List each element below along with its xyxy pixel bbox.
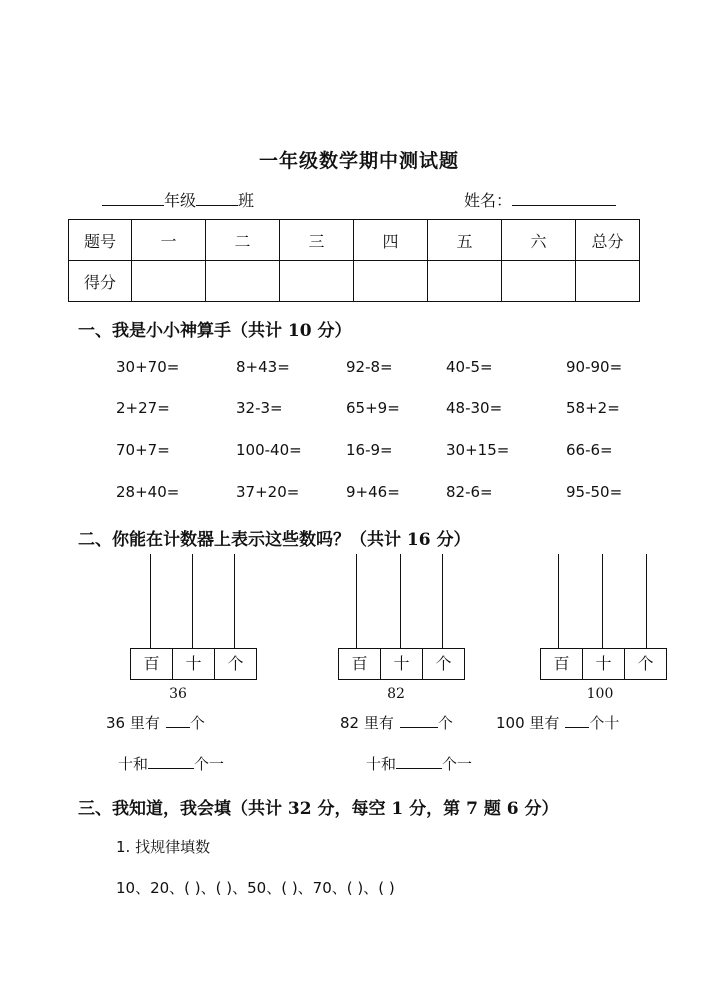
abacus-number: 100: [586, 686, 614, 702]
answer-blank[interactable]: [565, 713, 589, 728]
answer-blank[interactable]: [400, 713, 438, 728]
place-label-tens: 十: [583, 649, 625, 679]
problem: 65+9=: [346, 399, 400, 417]
problem: 30+70=: [116, 358, 180, 376]
abacus-rod-ones[interactable]: [646, 554, 647, 649]
class-label: 班: [238, 191, 255, 210]
abacus-rod-tens[interactable]: [192, 554, 193, 649]
fill-text: 82 里有: [340, 714, 394, 732]
fill-text: 十和: [118, 755, 149, 773]
place-label-ones: 个: [637, 654, 654, 673]
fill-in-100: [496, 712, 619, 733]
abacus-rod-hundreds[interactable]: [558, 554, 559, 649]
problem: 92-8=: [346, 358, 393, 376]
abacus-rod-hundreds[interactable]: [150, 554, 151, 649]
place-label-hundreds: 百: [339, 649, 381, 679]
score-header-cell: 六: [502, 220, 576, 261]
score-cell[interactable]: [280, 261, 354, 302]
problem: 2+27=: [116, 399, 170, 417]
score-cell[interactable]: [132, 261, 206, 302]
grade-blank[interactable]: [102, 191, 164, 206]
problem: 82-6=: [446, 483, 493, 501]
abacus-frame: [338, 648, 465, 680]
name-line: [464, 188, 616, 211]
score-header-cell: 题号: [69, 220, 132, 261]
class-blank[interactable]: [196, 191, 238, 206]
fill-text: 个: [437, 714, 453, 732]
fill-text: 个一: [194, 755, 225, 773]
abacus-rod-tens[interactable]: [400, 554, 401, 649]
section-2-heading: 二、你能在计数器上表示这些数吗？（共计 16 分）: [78, 530, 471, 550]
abacus-number: 36: [169, 686, 187, 702]
score-cell[interactable]: [576, 261, 640, 302]
score-header-cell: 三: [280, 220, 354, 261]
section-3-heading: 三、我知道，我会填（共计 32 分，每空 1 分，第 7 题 6 分）: [78, 799, 559, 819]
score-cell[interactable]: [428, 261, 502, 302]
problem: 58+2=: [566, 399, 620, 417]
score-header-cell: 二: [206, 220, 280, 261]
problem: 32-3=: [236, 399, 283, 417]
problem: 40-5=: [446, 358, 493, 376]
score-header-cell: 五: [428, 220, 502, 261]
grade-label: 年级: [164, 191, 197, 210]
score-header-row: [69, 220, 640, 261]
q3-item-1: 1. 找规律填数: [116, 838, 211, 856]
score-header-cell: 一: [132, 220, 206, 261]
abacus-rod-ones[interactable]: [442, 554, 443, 649]
fill-text: 个一: [442, 755, 473, 773]
abacus-frame: [130, 648, 257, 680]
abacus-frame: [540, 648, 667, 680]
name-label: 姓名：: [464, 191, 513, 210]
grade-class-line: [102, 188, 254, 211]
problem: 95-50=: [566, 483, 623, 501]
score-header-cell: 总分: [576, 220, 640, 261]
sequence-pattern[interactable]: 10、20、( )、( )、50、( )、70、( )、( ): [116, 879, 395, 897]
problem: 37+20=: [236, 483, 300, 501]
place-label-tens: 十: [173, 649, 215, 679]
answer-blank[interactable]: [166, 713, 190, 728]
score-cell[interactable]: [354, 261, 428, 302]
abacus-number: 82: [387, 686, 405, 702]
score-cell[interactable]: [502, 261, 576, 302]
abacus-82: [338, 554, 466, 702]
problem: 30+15=: [446, 441, 510, 459]
score-table: [68, 219, 640, 302]
place-label-tens: 十: [381, 649, 423, 679]
problem: 90-90=: [566, 358, 623, 376]
name-blank[interactable]: [512, 191, 616, 206]
fill-in-82: [340, 712, 453, 733]
problem: 8+43=: [236, 358, 290, 376]
problem: 100-40=: [236, 441, 302, 459]
fill-in-82-ones: [366, 753, 472, 774]
score-label-cell: 得分: [69, 261, 132, 302]
fill-text: 100 里有: [496, 714, 560, 732]
abacus-100: [540, 554, 668, 702]
section-1-heading: 一、我是小小神算手（共计 10 分）: [78, 321, 352, 341]
answer-blank[interactable]: [396, 754, 442, 769]
answer-blank[interactable]: [148, 754, 194, 769]
score-cell[interactable]: [206, 261, 280, 302]
problem: 16-9=: [346, 441, 393, 459]
abacus-rod-tens[interactable]: [602, 554, 603, 649]
abacus-rod-hundreds[interactable]: [356, 554, 357, 649]
place-label-ones: 个: [227, 654, 244, 673]
fill-in-36-ones: [118, 753, 224, 774]
problem: 9+46=: [346, 483, 400, 501]
score-row: [69, 261, 640, 302]
fill-text: 个: [189, 714, 205, 732]
problem: 28+40=: [116, 483, 180, 501]
fill-text: 十和: [366, 755, 397, 773]
fill-in-36: [106, 712, 205, 733]
place-label-hundreds: 百: [541, 649, 583, 679]
place-label-ones: 个: [435, 654, 452, 673]
fill-text: 个十: [589, 714, 620, 732]
abacus-rod-ones[interactable]: [234, 554, 235, 649]
problem: 66-6=: [566, 441, 613, 459]
score-header-cell: 四: [354, 220, 428, 261]
page-title: 一年级数学期中测试题: [258, 150, 459, 172]
place-label-hundreds: 百: [131, 649, 173, 679]
problem: 70+7=: [116, 441, 170, 459]
problem: 48-30=: [446, 399, 503, 417]
fill-text: 36 里有: [106, 714, 160, 732]
abacus-36: [130, 554, 258, 702]
